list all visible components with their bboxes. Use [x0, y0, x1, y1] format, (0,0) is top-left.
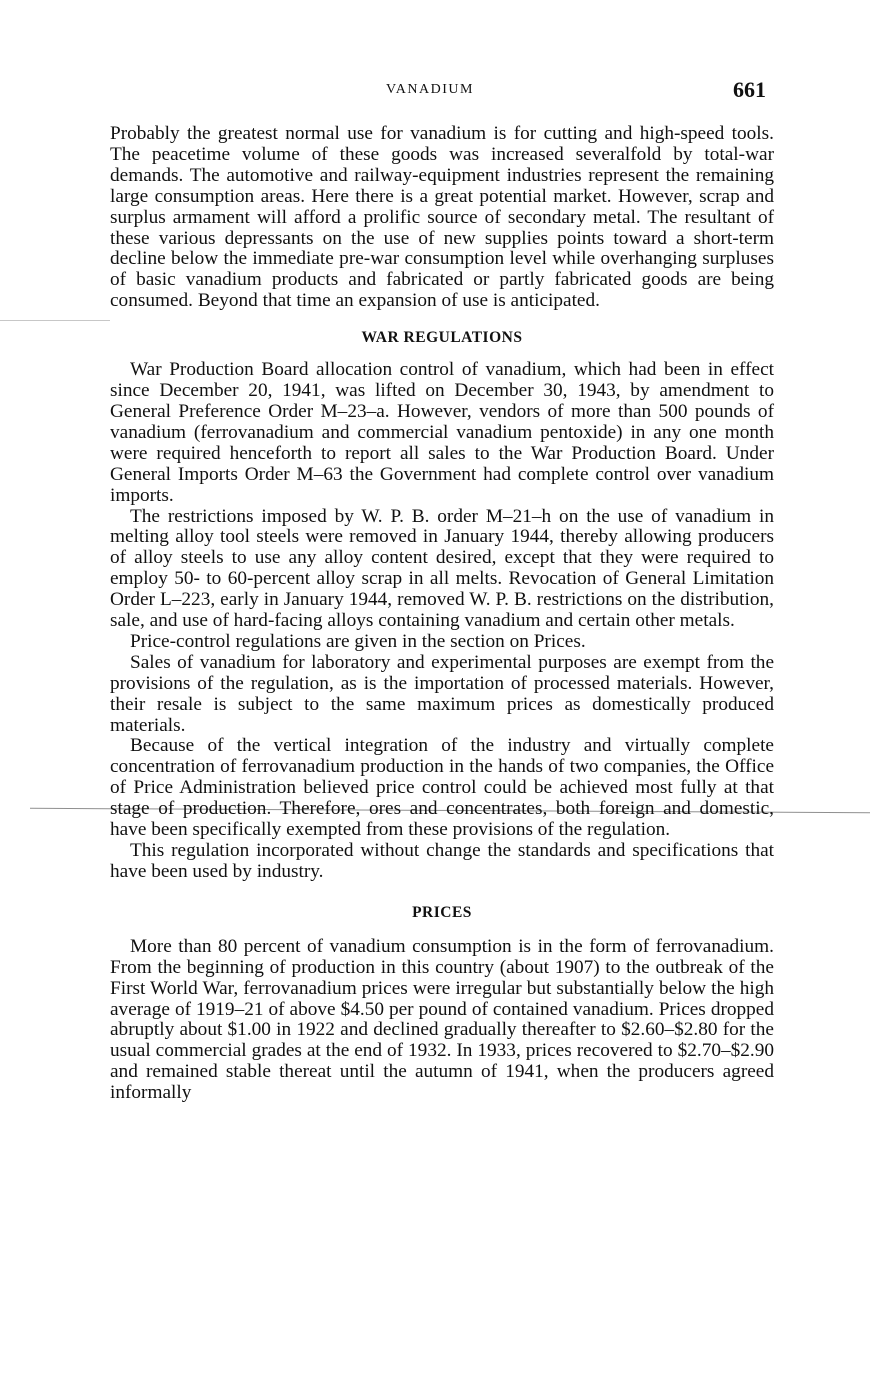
section-heading-prices: PRICES [412, 903, 472, 921]
running-head [0, 77, 896, 104]
scan-artifact-line [0, 320, 110, 321]
running-title: VANADIUM [386, 82, 474, 97]
paragraph: Price-control regulations are given in the section on Prices. [130, 630, 586, 652]
paragraph: The restrictions imposed by W. P. B. order M–21–h on the use of vanadium in melting alloy tool steels were removed in January 1944, thereby allowing producers of alloy steels to use any alloy content desired, except that they were required to employ 50- to 60-percent alloy scrap in all melts. Revocation of General Limitation Order L–223, early in January 1944, removed W. P. B. restrictions on the distribution, sale, and use of hard-facing alloys containing vanadium and certain other metals. [110, 505, 774, 632]
paragraph: This regulation incorporated without change the standards and specifications that have been used by industry. [110, 840, 774, 882]
page-number: 661 [733, 77, 766, 102]
paragraph: More than 80 percent of vanadium consumption is in the form of ferrovanadium. From the beginning of production in this country (about 1907) to the outbreak of the First World War, ferrovanadium prices were irregular but substantially below the high average of 1919–21 of above $4.50 per pound of contained vanadium. Prices dropped abruptly about $1.00 in 1922 and declined gradually thereafter to $2.60–$2.80 for the usual commercial grades at the end of 1932. In 1933, prices recovered to $2.70–$2.90 and remained stable thereat until the autumn of 1941, when the producers agreed informally [110, 935, 774, 1104]
body-text [110, 124, 774, 1104]
paragraph: Sales of vanadium for laboratory and experimental purposes are exempt from the provisions of the regulation, as is the importation of processed materials. However, their resale is subject to the same maximum prices as domestically produced materials. [110, 651, 774, 736]
section-heading-war-regulations: WAR REGULATIONS [361, 329, 523, 347]
paragraph: War Production Board allocation control of vanadium, which had been in effect since December 20, 1941, was lifted on December 30, 1943, by amendment to General Preference Order M–23–a. However, vendors of more than 500 pounds of vanadium (ferrovanadium and commercial vanadium pentoxide) in any one month were required henceforth to report all sales to the War Production Board. Under General Imports Order M–63 the Government had complete control over vanadium imports. [110, 359, 774, 506]
paragraph: Probably the greatest normal use for vanadium is for cutting and high-speed tools. The peacetime volume of these goods was increased severalfold by total-war demands. The automotive and railway-equipment industries represent the remaining large consumption areas. Here there is a great potential market. However, scrap and surplus armament will afford a prolific source of secondary metal. The resultant of these various depressants on the use of new supplies points toward a short-term decline below the immediate pre-war consumption level while overhanging surpluses of basic vanadium products and fabricated or partly fabricated goods are being consumed. Beyond that time an expansion of use is anticipated. [110, 123, 774, 312]
paragraph: Because of the vertical integration of the industry and virtually complete concentration of ferrovanadium production in the hands of two companies, the Office of Price Administration believed price control could be achieved most fully at that stage of production. Therefore, ores and concentrates, both foreign and domestic, have been specifically exempted from these provisions of the regulation. [110, 735, 774, 841]
